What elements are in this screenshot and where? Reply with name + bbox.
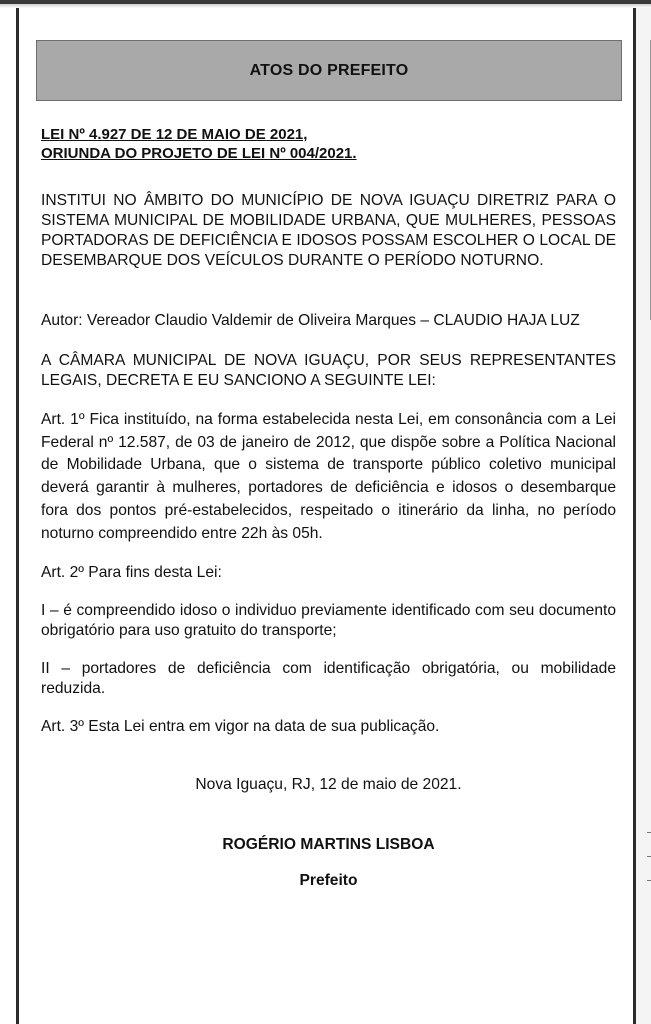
- law-title-line-1: LEI Nº 4.927 DE 12 DE MAIO DE 2021,: [41, 126, 308, 143]
- signer-name: ROGÉRIO MARTINS LISBOA: [222, 836, 435, 854]
- adjacent-column-strip: [636, 8, 651, 1024]
- adjacent-column-mark: [647, 880, 651, 881]
- article-3: Art. 3º Esta Lei entra em vigor na data de sua publicação.: [41, 718, 440, 736]
- article-2-item-2: II – portadores de deficiência com identificação obrigatória, ou mobilidade reduzida.: [41, 660, 616, 698]
- section-header: [36, 40, 622, 101]
- adjacent-column-mark: [647, 856, 651, 857]
- signer-role: Prefeito: [299, 871, 358, 889]
- law-document: [41, 125, 616, 906]
- law-ementa: INSTITUI NO ÂMBITO DO MUNICÍPIO DE NOVA IGUAÇU DIRETRIZ PARA O SISTEMA MUNICIPAL DE MOBILIDADE URBANA, QUE MULHERES, PESSOAS PORTADORAS DE DEFICIÊNCIA E IDOSOS POSSAM ESCOLHER O LOCAL DE DESEMBARQUE DOS VEÍCULOS DURANTE O PERÍODO NOTURNO.: [41, 192, 616, 269]
- adjacent-column-mark: [647, 832, 651, 833]
- enactment-clause: A CÂMARA MUNICIPAL DE NOVA IGUAÇU, POR SEUS REPRESENTANTES LEGAIS, DECRETA E EU SANCIONO A SEGUINTE LEI:: [41, 352, 616, 389]
- law-author: Autor: Vereador Claudio Valdemir de Oliveira Marques – CLAUDIO HAJA LUZ: [41, 312, 580, 329]
- law-title-line-2: ORIUNDA DO PROJETO DE LEI Nº 004/2021.: [41, 145, 357, 162]
- section-title: ATOS DO PREFEITO: [249, 61, 409, 79]
- place-and-date: Nova Iguaçu, RJ, 12 de maio de 2021.: [195, 776, 462, 794]
- left-column-rule: [16, 8, 19, 1024]
- page-top-shadow: [0, 4, 651, 8]
- article-2-item-1: I – é compreendido idoso o individuo previamente identificado com seu documento obrigatório para uso gratuito do transporte;: [41, 602, 616, 640]
- article-2: Art. 2º Para fins desta Lei:: [41, 564, 222, 582]
- article-1: Art. 1º Fica instituído, na forma estabelecida nesta Lei, em consonância com a Lei Federal nº 12.587, de 03 de janeiro de 2012, que dispõe sobre a Política Nacional de Mobilidade Urbana, que o sistema de transporte público coletivo municipal deverá garantir à mulheres, portadores de deficiência e idosos o desembarque fora dos pontos pré-estabelecidos, respeitado o itinerário da linha, no período noturno compreendido entre 22h às 05h.: [41, 411, 616, 542]
